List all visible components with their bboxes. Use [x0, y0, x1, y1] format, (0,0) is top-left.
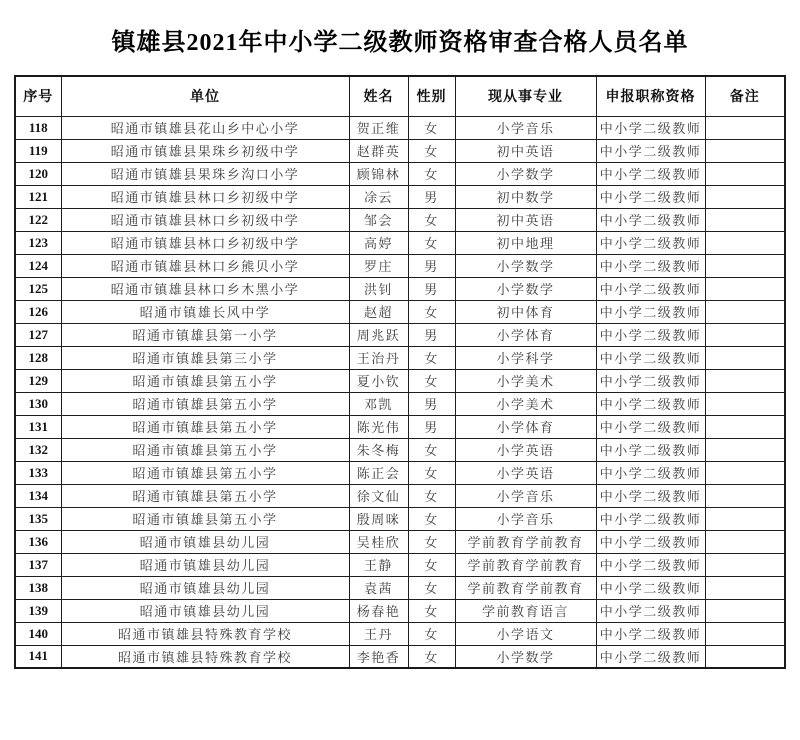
header-serial-number: 序号 — [15, 76, 61, 116]
cell-specialty: 初中英语 — [455, 139, 596, 162]
table-row — [15, 392, 785, 415]
cell-gender: 女 — [408, 162, 455, 185]
table-row — [15, 530, 785, 553]
cell-specialty: 小学数学 — [455, 162, 596, 185]
cell-unit: 昭通市镇雄县第五小学 — [61, 461, 349, 484]
cell-name: 高婷 — [349, 231, 408, 254]
cell-unit: 昭通市镇雄县第三小学 — [61, 346, 349, 369]
cell-qualification: 中小学二级教师 — [596, 645, 705, 668]
cell-remarks — [705, 553, 785, 576]
cell-remarks — [705, 139, 785, 162]
cell-serial-number: 131 — [15, 415, 61, 438]
cell-remarks — [705, 231, 785, 254]
cell-qualification: 中小学二级教师 — [596, 346, 705, 369]
cell-specialty: 小学美术 — [455, 392, 596, 415]
cell-specialty: 学前教育语言 — [455, 599, 596, 622]
cell-remarks — [705, 438, 785, 461]
header-row — [15, 76, 785, 116]
cell-unit: 昭通市镇雄县林口乡初级中学 — [61, 208, 349, 231]
cell-specialty: 小学美术 — [455, 369, 596, 392]
cell-remarks — [705, 185, 785, 208]
cell-specialty: 小学音乐 — [455, 116, 596, 139]
cell-qualification: 中小学二级教师 — [596, 116, 705, 139]
cell-unit: 昭通市镇雄县幼儿园 — [61, 530, 349, 553]
cell-qualification: 中小学二级教师 — [596, 415, 705, 438]
cell-serial-number: 129 — [15, 369, 61, 392]
cell-gender: 女 — [408, 438, 455, 461]
cell-gender: 女 — [408, 369, 455, 392]
cell-name: 徐文仙 — [349, 484, 408, 507]
cell-qualification: 中小学二级教师 — [596, 277, 705, 300]
cell-unit: 昭通市镇雄县特殊教育学校 — [61, 645, 349, 668]
cell-gender: 女 — [408, 553, 455, 576]
table-row — [15, 231, 785, 254]
roster-table — [14, 75, 786, 669]
cell-serial-number: 128 — [15, 346, 61, 369]
cell-gender: 女 — [408, 507, 455, 530]
cell-gender: 男 — [408, 185, 455, 208]
cell-specialty: 学前教育学前教育 — [455, 576, 596, 599]
cell-remarks — [705, 346, 785, 369]
cell-remarks — [705, 300, 785, 323]
cell-remarks — [705, 208, 785, 231]
cell-name: 王静 — [349, 553, 408, 576]
cell-unit: 昭通市镇雄县林口乡木黑小学 — [61, 277, 349, 300]
table-row — [15, 415, 785, 438]
cell-serial-number: 126 — [15, 300, 61, 323]
cell-gender: 女 — [408, 530, 455, 553]
cell-name: 李艳香 — [349, 645, 408, 668]
cell-remarks — [705, 277, 785, 300]
cell-unit: 昭通市镇雄县幼儿园 — [61, 599, 349, 622]
table-row — [15, 346, 785, 369]
table-row — [15, 622, 785, 645]
cell-gender: 女 — [408, 622, 455, 645]
cell-remarks — [705, 254, 785, 277]
cell-gender: 女 — [408, 576, 455, 599]
cell-gender: 女 — [408, 116, 455, 139]
cell-name: 殷周咪 — [349, 507, 408, 530]
cell-qualification: 中小学二级教师 — [596, 461, 705, 484]
cell-specialty: 小学数学 — [455, 277, 596, 300]
table-row — [15, 461, 785, 484]
cell-remarks — [705, 576, 785, 599]
table-row — [15, 507, 785, 530]
cell-serial-number: 122 — [15, 208, 61, 231]
cell-qualification: 中小学二级教师 — [596, 507, 705, 530]
cell-unit: 昭通市镇雄县第五小学 — [61, 415, 349, 438]
cell-qualification: 中小学二级教师 — [596, 553, 705, 576]
cell-gender: 女 — [408, 300, 455, 323]
cell-gender: 女 — [408, 645, 455, 668]
cell-name: 周兆跃 — [349, 323, 408, 346]
cell-remarks — [705, 645, 785, 668]
cell-serial-number: 139 — [15, 599, 61, 622]
table-row — [15, 599, 785, 622]
cell-name: 凃云 — [349, 185, 408, 208]
table-row — [15, 277, 785, 300]
cell-qualification: 中小学二级教师 — [596, 162, 705, 185]
cell-name: 杨春艳 — [349, 599, 408, 622]
cell-qualification: 中小学二级教师 — [596, 622, 705, 645]
cell-qualification: 中小学二级教师 — [596, 300, 705, 323]
table-row — [15, 116, 785, 139]
header-gender: 性别 — [408, 76, 455, 116]
cell-qualification: 中小学二级教师 — [596, 392, 705, 415]
cell-qualification: 中小学二级教师 — [596, 438, 705, 461]
cell-qualification: 中小学二级教师 — [596, 576, 705, 599]
cell-name: 赵群英 — [349, 139, 408, 162]
cell-remarks — [705, 392, 785, 415]
cell-qualification: 中小学二级教师 — [596, 484, 705, 507]
cell-remarks — [705, 415, 785, 438]
cell-remarks — [705, 484, 785, 507]
table-body — [15, 116, 785, 668]
cell-serial-number: 125 — [15, 277, 61, 300]
cell-remarks — [705, 507, 785, 530]
table-row — [15, 553, 785, 576]
table-row — [15, 323, 785, 346]
cell-serial-number: 137 — [15, 553, 61, 576]
cell-specialty: 初中英语 — [455, 208, 596, 231]
cell-unit: 昭通市镇雄县果珠乡初级中学 — [61, 139, 349, 162]
cell-qualification: 中小学二级教师 — [596, 185, 705, 208]
cell-qualification: 中小学二级教师 — [596, 599, 705, 622]
cell-specialty: 小学英语 — [455, 438, 596, 461]
cell-qualification: 中小学二级教师 — [596, 323, 705, 346]
cell-unit: 昭通市镇雄县林口乡初级中学 — [61, 185, 349, 208]
cell-serial-number: 119 — [15, 139, 61, 162]
cell-remarks — [705, 323, 785, 346]
cell-serial-number: 127 — [15, 323, 61, 346]
cell-serial-number: 123 — [15, 231, 61, 254]
cell-name: 袁茜 — [349, 576, 408, 599]
cell-name: 邹会 — [349, 208, 408, 231]
cell-unit: 昭通市镇雄县第五小学 — [61, 438, 349, 461]
cell-serial-number: 135 — [15, 507, 61, 530]
cell-unit: 昭通市镇雄县第五小学 — [61, 392, 349, 415]
cell-specialty: 小学数学 — [455, 645, 596, 668]
cell-serial-number: 124 — [15, 254, 61, 277]
cell-gender: 女 — [408, 231, 455, 254]
cell-remarks — [705, 599, 785, 622]
cell-specialty: 小学体育 — [455, 415, 596, 438]
cell-gender: 男 — [408, 392, 455, 415]
cell-gender: 女 — [408, 599, 455, 622]
cell-qualification: 中小学二级教师 — [596, 231, 705, 254]
cell-unit: 昭通市镇雄县第五小学 — [61, 484, 349, 507]
cell-name: 顾锦林 — [349, 162, 408, 185]
cell-serial-number: 133 — [15, 461, 61, 484]
cell-serial-number: 138 — [15, 576, 61, 599]
cell-name: 洪钊 — [349, 277, 408, 300]
cell-remarks — [705, 116, 785, 139]
cell-qualification: 中小学二级教师 — [596, 254, 705, 277]
cell-specialty: 小学音乐 — [455, 484, 596, 507]
cell-gender: 女 — [408, 461, 455, 484]
cell-name: 罗庄 — [349, 254, 408, 277]
cell-name: 赵超 — [349, 300, 408, 323]
header-remarks: 备注 — [705, 76, 785, 116]
cell-specialty: 小学数学 — [455, 254, 596, 277]
cell-specialty: 小学语文 — [455, 622, 596, 645]
cell-gender: 女 — [408, 346, 455, 369]
cell-qualification: 中小学二级教师 — [596, 530, 705, 553]
cell-remarks — [705, 162, 785, 185]
table-row — [15, 484, 785, 507]
cell-name: 朱冬梅 — [349, 438, 408, 461]
cell-remarks — [705, 369, 785, 392]
cell-serial-number: 136 — [15, 530, 61, 553]
cell-name: 王治丹 — [349, 346, 408, 369]
page-title: 镇雄县2021年中小学二级教师资格审查合格人员名单 — [111, 30, 689, 56]
cell-serial-number: 140 — [15, 622, 61, 645]
cell-qualification: 中小学二级教师 — [596, 208, 705, 231]
cell-name: 吴桂欣 — [349, 530, 408, 553]
cell-gender: 男 — [408, 323, 455, 346]
cell-name: 邓凯 — [349, 392, 408, 415]
cell-unit: 昭通市镇雄县花山乡中心小学 — [61, 116, 349, 139]
cell-specialty: 初中地理 — [455, 231, 596, 254]
cell-gender: 女 — [408, 208, 455, 231]
cell-serial-number: 132 — [15, 438, 61, 461]
header-name: 姓名 — [349, 76, 408, 116]
cell-serial-number: 120 — [15, 162, 61, 185]
cell-serial-number: 121 — [15, 185, 61, 208]
cell-name: 夏小钦 — [349, 369, 408, 392]
table-row — [15, 576, 785, 599]
cell-specialty: 小学音乐 — [455, 507, 596, 530]
cell-gender: 男 — [408, 415, 455, 438]
cell-name: 王丹 — [349, 622, 408, 645]
cell-unit: 昭通市镇雄县林口乡熊贝小学 — [61, 254, 349, 277]
table-row — [15, 645, 785, 668]
table-row — [15, 139, 785, 162]
cell-unit: 昭通市镇雄县幼儿园 — [61, 553, 349, 576]
cell-serial-number: 134 — [15, 484, 61, 507]
cell-qualification: 中小学二级教师 — [596, 139, 705, 162]
cell-serial-number: 118 — [15, 116, 61, 139]
cell-specialty: 初中体育 — [455, 300, 596, 323]
cell-unit: 昭通市镇雄县幼儿园 — [61, 576, 349, 599]
cell-specialty: 学前教育学前教育 — [455, 553, 596, 576]
cell-unit: 昭通市镇雄县特殊教育学校 — [61, 622, 349, 645]
table-row — [15, 438, 785, 461]
table-row — [15, 208, 785, 231]
cell-name: 陈光伟 — [349, 415, 408, 438]
cell-unit: 昭通市镇雄县第一小学 — [61, 323, 349, 346]
cell-name: 陈正会 — [349, 461, 408, 484]
cell-name: 贺正维 — [349, 116, 408, 139]
header-specialty: 现从事专业 — [455, 76, 596, 116]
cell-serial-number: 141 — [15, 645, 61, 668]
header-qualification: 申报职称资格 — [596, 76, 705, 116]
cell-remarks — [705, 530, 785, 553]
cell-gender: 男 — [408, 254, 455, 277]
cell-gender: 女 — [408, 484, 455, 507]
table-row — [15, 254, 785, 277]
table-row — [15, 300, 785, 323]
table-row — [15, 369, 785, 392]
cell-unit: 昭通市镇雄长风中学 — [61, 300, 349, 323]
header-unit: 单位 — [61, 76, 349, 116]
cell-gender: 男 — [408, 277, 455, 300]
cell-gender: 女 — [408, 139, 455, 162]
table-row — [15, 162, 785, 185]
cell-remarks — [705, 622, 785, 645]
cell-specialty: 初中数学 — [455, 185, 596, 208]
cell-specialty: 学前教育学前教育 — [455, 530, 596, 553]
cell-unit: 昭通市镇雄县第五小学 — [61, 507, 349, 530]
cell-specialty: 小学英语 — [455, 461, 596, 484]
cell-remarks — [705, 461, 785, 484]
cell-serial-number: 130 — [15, 392, 61, 415]
cell-qualification: 中小学二级教师 — [596, 369, 705, 392]
table-row — [15, 185, 785, 208]
cell-unit: 昭通市镇雄县林口乡初级中学 — [61, 231, 349, 254]
cell-specialty: 小学科学 — [455, 346, 596, 369]
cell-unit: 昭通市镇雄县第五小学 — [61, 369, 349, 392]
cell-unit: 昭通市镇雄县果珠乡沟口小学 — [61, 162, 349, 185]
table-header — [15, 76, 785, 116]
cell-specialty: 小学体育 — [455, 323, 596, 346]
